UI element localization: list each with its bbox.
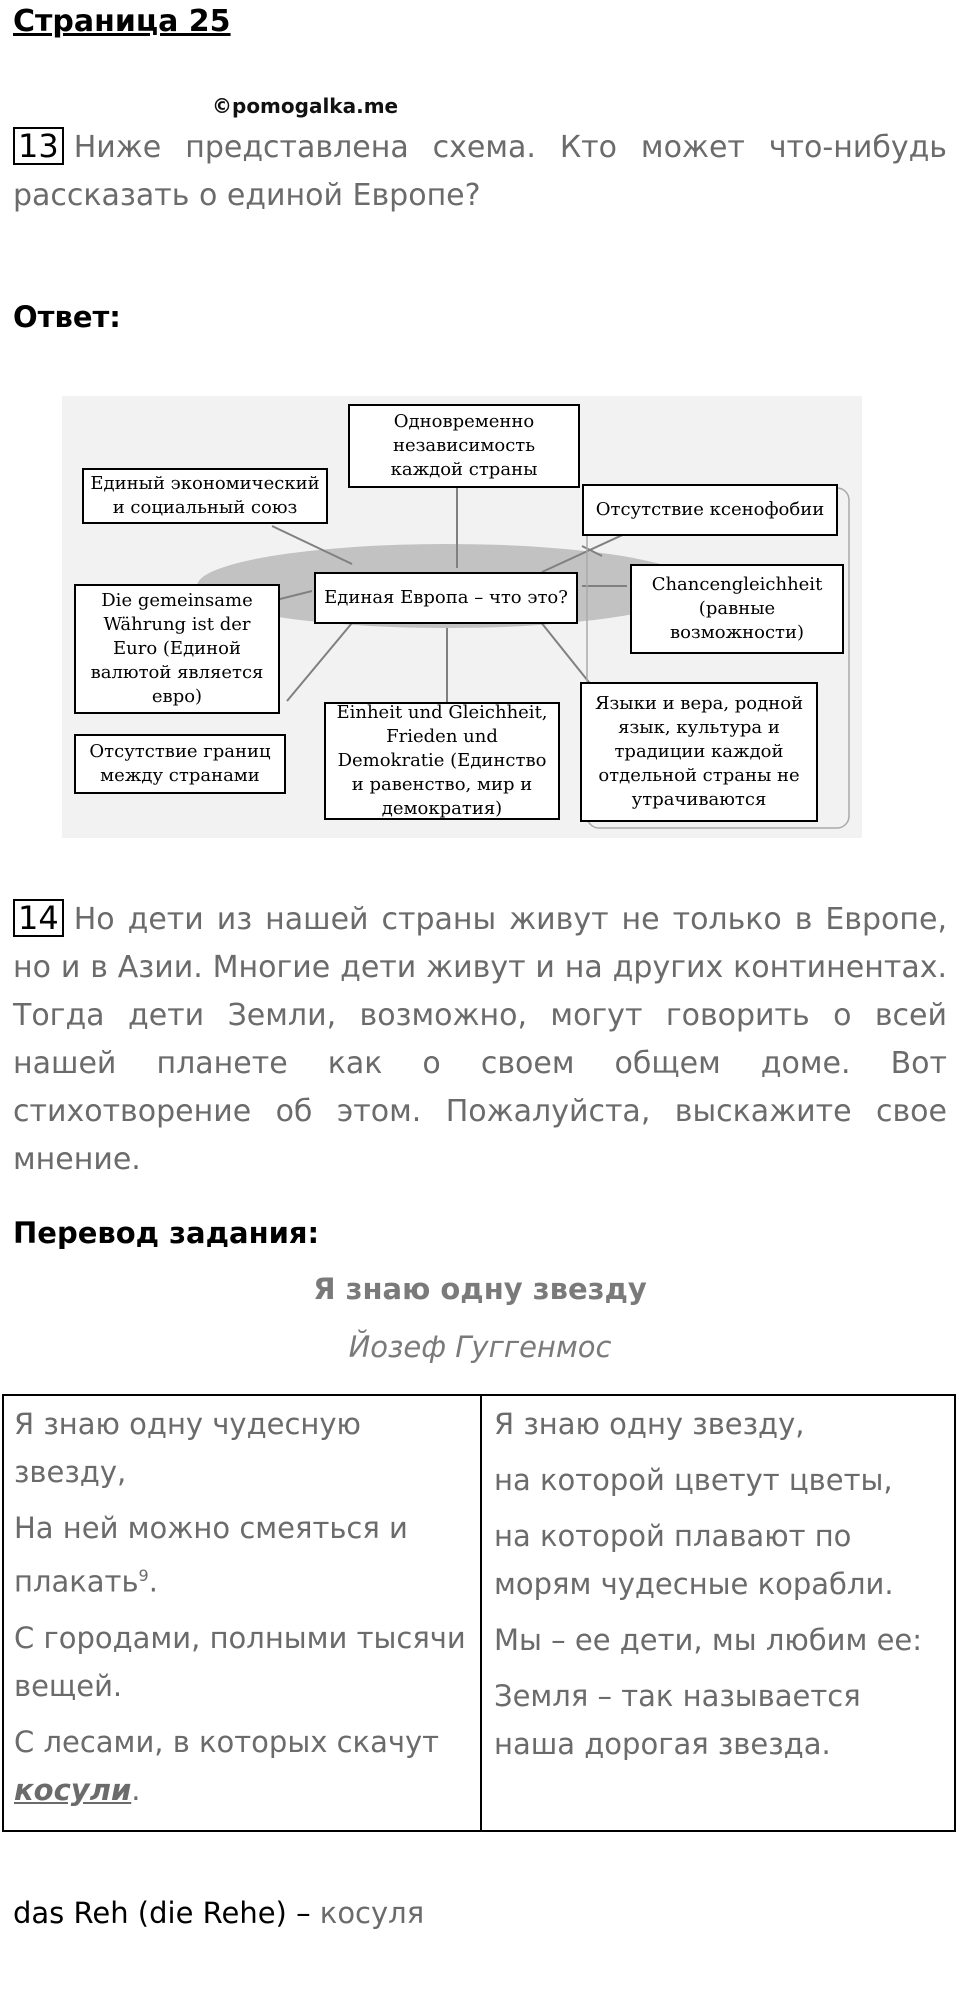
task-number-13: 13 (13, 127, 64, 165)
diagram-box-no-borders: Отсутствие границ между странами (74, 734, 286, 794)
poem-column-left (4, 1396, 482, 1830)
page-title: Страница 25 (13, 4, 231, 39)
poem-title: Я знаю одну звезду (313, 1272, 647, 1306)
poem-left-stanza-2 (14, 1504, 470, 1606)
translation-heading: Перевод задания: (13, 1216, 320, 1250)
poem-right-line-3: на которой плавают по морям чудесные корабли. (494, 1519, 894, 1601)
task-14 (13, 896, 947, 1184)
poem-left-stanza-4 (14, 1718, 470, 1814)
vocab-russian: косуля (310, 1896, 425, 1930)
diagram-box-no-xenophobia: Отсутствие ксенофобии (582, 484, 838, 536)
poem-column-right (482, 1396, 956, 1830)
answer-heading: Ответ: (13, 300, 121, 334)
vocab-german: das Reh (die Rehe) – (13, 1896, 311, 1930)
poem-table (2, 1394, 956, 1832)
diagram-box-independence: Одновременно независимость каждой страны (348, 404, 580, 488)
diagram-box-euro: Die gemeinsame Währung ist der Euro (Единой валютой является евро) (74, 584, 280, 714)
footnote-mark: 9 (138, 1566, 149, 1585)
task-13 (13, 124, 947, 220)
diagram-box-languages: Языки и вера, родной язык, культура и традиции каждой отдельной страны не утрачиваются (580, 682, 818, 822)
poem-left-stanza-4-text: С лесами, в которых скачут (14, 1724, 440, 1759)
poem-right-line-5: Земля – так называется наша дорогая звезда. (494, 1679, 861, 1761)
poem-author: Йозеф Гуггенмос (348, 1330, 612, 1364)
poem-left-stanza-2-text: На ней можно смеяться и плакать (14, 1511, 408, 1599)
poem-right-line-1: Я знаю одну звезду, (494, 1407, 805, 1441)
poem-left-stanza-4-end: . (131, 1772, 141, 1807)
europe-diagram (62, 396, 862, 838)
poem-right-line-4: Мы – ее дети, мы любим ее: (494, 1623, 923, 1657)
task-number-14: 14 (13, 899, 64, 937)
task-14-text: Но дети из нашей страны живут не только в Европе, но и в Азии. Многие дети живут и на других континентах. Тогда дети Земли, возможно, могут говорить о всей нашей планете как о своем общем доме. Вот стихотворение об этом. Пожалуйста, выскажите свое мнение. (13, 902, 947, 1177)
diagram-center: Единая Европа – что это? (314, 572, 578, 624)
poem-left-stanza-3: С городами, полными тысячи вещей. (14, 1620, 466, 1703)
task-13-text: Ниже представлена схема. Кто может что-нибудь рассказать о единой Европе? (13, 130, 947, 213)
vocabulary-entry (13, 1896, 424, 1930)
highlighted-word: косули (14, 1772, 132, 1807)
diagram-box-unity: Einheit und Gleichheit, Frieden und Demokratie (Единство и равенство, мир и демократия) (324, 702, 560, 820)
poem-left-stanza-1: Я знаю одну чудесную звезду, (14, 1407, 361, 1489)
diagram-box-economic-union: Единый экономический и социальный союз (82, 468, 328, 524)
diagram-box-equal-opportunities: Chancengleichheit (равные возможности) (630, 564, 844, 654)
watermark: ©pomogalka.me (212, 94, 399, 118)
poem-left-stanza-2-end: . (148, 1564, 158, 1599)
poem-right-line-2: на которой цветут цветы, (494, 1463, 893, 1497)
